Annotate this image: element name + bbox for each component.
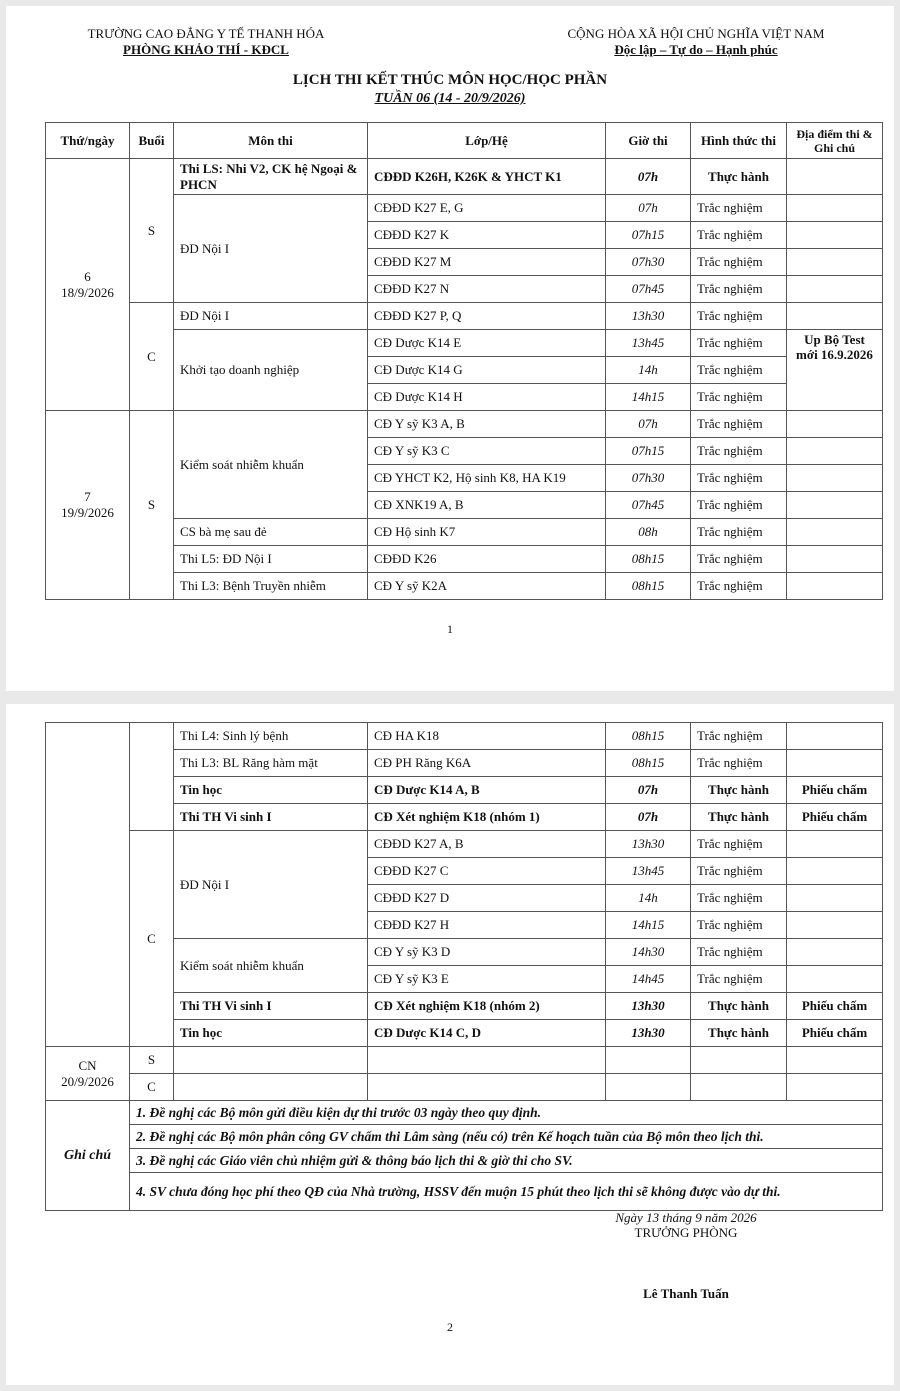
col-header-session: Buổi bbox=[130, 123, 174, 159]
time-cell: 07h bbox=[606, 195, 691, 222]
format-cell: Trắc nghiệm bbox=[691, 249, 787, 276]
notes-row bbox=[46, 1125, 883, 1149]
format-cell: Trắc nghiệm bbox=[691, 465, 787, 492]
format-cell: Thực hành bbox=[691, 804, 787, 831]
note-cell bbox=[787, 912, 883, 939]
note-cell bbox=[787, 411, 883, 438]
note-cell bbox=[787, 159, 883, 195]
empty-cell bbox=[368, 1047, 606, 1074]
format-cell: Thực hành bbox=[691, 777, 787, 804]
class-cell: CĐĐD K27 M bbox=[368, 249, 606, 276]
empty-cell bbox=[606, 1074, 691, 1101]
table-row bbox=[46, 831, 883, 858]
day-cell: 7 19/9/2026 bbox=[46, 411, 130, 600]
session-cell: S bbox=[130, 411, 174, 600]
col-header-day: Thứ/ngày bbox=[46, 123, 130, 159]
format-cell: Trắc nghiệm bbox=[691, 303, 787, 330]
class-cell: CĐ Dược K14 H bbox=[368, 384, 606, 411]
format-cell: Trắc nghiệm bbox=[691, 438, 787, 465]
subject-cell: Thi TH Vi sinh I bbox=[174, 993, 368, 1020]
class-cell: CĐĐD K27 N bbox=[368, 276, 606, 303]
school-header bbox=[66, 26, 346, 58]
session-cell: C bbox=[130, 831, 174, 1047]
empty-cell bbox=[606, 1047, 691, 1074]
empty-cell bbox=[787, 1047, 883, 1074]
time-cell: 14h bbox=[606, 357, 691, 384]
time-cell: 08h15 bbox=[606, 750, 691, 777]
subject-cell: Thi L3: Bệnh Truyền nhiễm bbox=[174, 573, 368, 600]
class-cell: CĐ HA K18 bbox=[368, 723, 606, 750]
note-cell: Phiếu chấm bbox=[787, 993, 883, 1020]
session-cell bbox=[130, 723, 174, 831]
time-cell: 07h15 bbox=[606, 222, 691, 249]
nation-header bbox=[526, 26, 866, 58]
time-cell: 07h bbox=[606, 159, 691, 195]
page-title: LỊCH THI KẾT THÚC MÔN HỌC/HỌC PHẦN bbox=[292, 72, 608, 88]
format-cell: Trắc nghiệm bbox=[691, 546, 787, 573]
signature-name: Lê Thanh Tuấn bbox=[643, 1286, 729, 1301]
schedule-table-1 bbox=[45, 122, 883, 600]
subject-cell: ĐD Nội I bbox=[174, 831, 368, 939]
time-cell: 07h15 bbox=[606, 438, 691, 465]
format-cell: Trắc nghiệm bbox=[691, 831, 787, 858]
format-cell: Trắc nghiệm bbox=[691, 573, 787, 600]
empty-cell bbox=[368, 1074, 606, 1101]
notes-row bbox=[46, 1101, 883, 1125]
class-cell: CĐĐD K27 K bbox=[368, 222, 606, 249]
time-cell: 13h45 bbox=[606, 858, 691, 885]
note-cell bbox=[787, 831, 883, 858]
class-cell: CĐ Y sỹ K2A bbox=[368, 573, 606, 600]
format-cell: Trắc nghiệm bbox=[691, 411, 787, 438]
class-cell: CĐ Dược K14 G bbox=[368, 357, 606, 384]
class-cell: CĐ Y sỹ K3 E bbox=[368, 966, 606, 993]
note-item: 2. Đề nghị các Bộ môn phân công GV chấm thi Lâm sàng (nếu có) trên Kế hoạch tuần của Bộ môn theo lịch thi. bbox=[130, 1125, 883, 1149]
subject-cell: Thi TH Vi sinh I bbox=[174, 804, 368, 831]
col-header-format: Hình thức thi bbox=[691, 123, 787, 159]
empty-cell bbox=[174, 1047, 368, 1074]
time-cell: 08h15 bbox=[606, 723, 691, 750]
format-cell: Trắc nghiệm bbox=[691, 966, 787, 993]
format-cell: Trắc nghiệm bbox=[691, 276, 787, 303]
time-cell: 13h30 bbox=[606, 1020, 691, 1047]
format-cell: Trắc nghiệm bbox=[691, 519, 787, 546]
nation-name: CỘNG HÒA XÃ HỘI CHỦ NGHĨA VIỆT NAM bbox=[567, 26, 825, 41]
class-cell: CĐ Xét nghiệm K18 (nhóm 2) bbox=[368, 993, 606, 1020]
format-cell: Trắc nghiệm bbox=[691, 330, 787, 357]
empty-cell bbox=[787, 1074, 883, 1101]
note-cell bbox=[787, 939, 883, 966]
session-cell: S bbox=[130, 159, 174, 303]
subject-cell: ĐD Nội I bbox=[174, 195, 368, 303]
class-cell: CĐĐD K26H, K26K & YHCT K1 bbox=[368, 159, 606, 195]
format-cell: Trắc nghiệm bbox=[691, 222, 787, 249]
signature-role: TRƯỞNG PHÒNG bbox=[634, 1225, 738, 1240]
subject-cell: Khởi tạo doanh nghiệp bbox=[174, 330, 368, 411]
table-row bbox=[46, 1074, 883, 1101]
note-cell bbox=[787, 966, 883, 993]
format-cell: Trắc nghiệm bbox=[691, 492, 787, 519]
session-cell: C bbox=[130, 1074, 174, 1101]
time-cell: 14h45 bbox=[606, 966, 691, 993]
subject-cell: CS bà mẹ sau đẻ bbox=[174, 519, 368, 546]
col-header-subject: Môn thi bbox=[174, 123, 368, 159]
format-cell: Thực hành bbox=[691, 993, 787, 1020]
time-cell: 14h15 bbox=[606, 384, 691, 411]
note-cell: Phiếu chấm bbox=[787, 804, 883, 831]
session-cell: S bbox=[130, 1047, 174, 1074]
subject-cell: Thi L5: ĐD Nội I bbox=[174, 546, 368, 573]
class-cell: CĐĐD K27 C bbox=[368, 858, 606, 885]
table-row bbox=[46, 159, 883, 195]
page-number: 1 bbox=[447, 622, 453, 636]
table-row bbox=[46, 723, 883, 750]
subject-cell: Thi L4: Sinh lý bệnh bbox=[174, 723, 368, 750]
time-cell: 07h45 bbox=[606, 276, 691, 303]
class-cell: CĐĐD K27 D bbox=[368, 885, 606, 912]
time-cell: 07h bbox=[606, 777, 691, 804]
table-row bbox=[46, 303, 883, 330]
note-cell bbox=[787, 249, 883, 276]
class-cell: CĐĐD K27 P, Q bbox=[368, 303, 606, 330]
note-cell bbox=[787, 750, 883, 777]
note-cell bbox=[787, 438, 883, 465]
notes-row bbox=[46, 1173, 883, 1211]
time-cell: 07h30 bbox=[606, 249, 691, 276]
col-header-class: Lớp/Hệ bbox=[368, 123, 606, 159]
time-cell: 07h bbox=[606, 411, 691, 438]
note-cell: Phiếu chấm bbox=[787, 777, 883, 804]
class-cell: CĐ Y sỹ K3 D bbox=[368, 939, 606, 966]
department-name: PHÒNG KHẢO THÍ - KĐCL bbox=[123, 42, 289, 57]
document-page-2 bbox=[6, 704, 894, 1385]
time-cell: 08h15 bbox=[606, 546, 691, 573]
note-cell bbox=[787, 885, 883, 912]
time-cell: 07h45 bbox=[606, 492, 691, 519]
class-cell: CĐ Dược K14 E bbox=[368, 330, 606, 357]
table-row bbox=[46, 411, 883, 438]
day-cell: CN 20/9/2026 bbox=[46, 1047, 130, 1101]
class-cell: CĐ PH Răng K6A bbox=[368, 750, 606, 777]
subject-cell: Kiểm soát nhiễm khuẩn bbox=[174, 939, 368, 993]
note-cell-upbo: Up Bộ Test mới 16.9.2026 bbox=[787, 330, 883, 411]
notes-row bbox=[46, 1149, 883, 1173]
class-cell: CĐ YHCT K2, Hộ sinh K8, HA K19 bbox=[368, 465, 606, 492]
day-cell bbox=[46, 723, 130, 1047]
class-cell: CĐ Y sỹ K3 A, B bbox=[368, 411, 606, 438]
col-header-time: Giờ thi bbox=[606, 123, 691, 159]
format-cell: Trắc nghiệm bbox=[691, 885, 787, 912]
format-cell: Trắc nghiệm bbox=[691, 858, 787, 885]
time-cell: 14h15 bbox=[606, 912, 691, 939]
note-cell bbox=[787, 276, 883, 303]
class-cell: CĐ Dược K14 C, D bbox=[368, 1020, 606, 1047]
subject-cell: Tin học bbox=[174, 1020, 368, 1047]
class-cell: CĐ Dược K14 A, B bbox=[368, 777, 606, 804]
subject-cell: Thi L3: BL Răng hàm mặt bbox=[174, 750, 368, 777]
time-cell: 14h30 bbox=[606, 939, 691, 966]
format-cell: Trắc nghiệm bbox=[691, 939, 787, 966]
note-cell bbox=[787, 546, 883, 573]
note-cell: Phiếu chấm bbox=[787, 1020, 883, 1047]
format-cell: Trắc nghiệm bbox=[691, 195, 787, 222]
school-name: TRƯỜNG CAO ĐẲNG Y TẾ THANH HÓA bbox=[87, 26, 325, 41]
subject-cell: ĐD Nội I bbox=[174, 303, 368, 330]
class-cell: CĐ Y sỹ K3 C bbox=[368, 438, 606, 465]
note-cell bbox=[787, 573, 883, 600]
note-cell bbox=[787, 723, 883, 750]
note-item: 1. Đề nghị các Bộ môn gửi điều kiện dự thi trước 03 ngày theo quy định. bbox=[130, 1101, 883, 1125]
table-row bbox=[46, 1047, 883, 1074]
note-item: 4. SV chưa đóng học phí theo QĐ của Nhà trường, HSSV đến muộn 15 phút theo lịch thi sẽ không được vào dự thi. bbox=[130, 1173, 883, 1211]
time-cell: 13h45 bbox=[606, 330, 691, 357]
time-cell: 08h bbox=[606, 519, 691, 546]
empty-cell bbox=[174, 1074, 368, 1101]
nation-motto: Độc lập – Tự do – Hạnh phúc bbox=[614, 42, 778, 57]
format-cell: Trắc nghiệm bbox=[691, 384, 787, 411]
format-cell: Trắc nghiệm bbox=[691, 357, 787, 384]
subject-cell: Kiểm soát nhiễm khuẩn bbox=[174, 411, 368, 519]
empty-cell bbox=[691, 1074, 787, 1101]
table-header-row bbox=[46, 123, 883, 159]
time-cell: 07h bbox=[606, 804, 691, 831]
time-cell: 13h30 bbox=[606, 993, 691, 1020]
note-cell bbox=[787, 222, 883, 249]
note-cell bbox=[787, 858, 883, 885]
notes-label: Ghi chú bbox=[46, 1101, 130, 1211]
document-page-1 bbox=[6, 6, 894, 691]
note-cell bbox=[787, 195, 883, 222]
empty-cell bbox=[691, 1047, 787, 1074]
format-cell: Thực hành bbox=[691, 1020, 787, 1047]
time-cell: 13h30 bbox=[606, 831, 691, 858]
format-cell: Thực hành bbox=[691, 159, 787, 195]
class-cell: CĐĐD K27 A, B bbox=[368, 831, 606, 858]
session-cell: C bbox=[130, 303, 174, 411]
signature-date: Ngày 13 tháng 9 năm 2026 bbox=[615, 1210, 757, 1225]
time-cell: 14h bbox=[606, 885, 691, 912]
format-cell: Trắc nghiệm bbox=[691, 750, 787, 777]
note-cell bbox=[787, 519, 883, 546]
format-cell: Trắc nghiệm bbox=[691, 723, 787, 750]
time-cell: 08h15 bbox=[606, 573, 691, 600]
note-cell bbox=[787, 492, 883, 519]
class-cell: CĐĐD K27 E, G bbox=[368, 195, 606, 222]
format-cell: Trắc nghiệm bbox=[691, 912, 787, 939]
class-cell: CĐ Hộ sinh K7 bbox=[368, 519, 606, 546]
note-item: 3. Đề nghị các Giáo viên chủ nhiệm gửi & thông báo lịch thi & giờ thi cho SV. bbox=[130, 1149, 883, 1173]
class-cell: CĐĐD K27 H bbox=[368, 912, 606, 939]
subject-cell: Thi LS: Nhi V2, CK hệ Ngoại & PHCN bbox=[174, 159, 368, 195]
class-cell: CĐ Xét nghiệm K18 (nhóm 1) bbox=[368, 804, 606, 831]
page-number: 2 bbox=[447, 1320, 453, 1334]
subject-cell: Tin học bbox=[174, 777, 368, 804]
schedule-table-2 bbox=[45, 722, 883, 1211]
time-cell: 07h30 bbox=[606, 465, 691, 492]
week-subtitle: TUẦN 06 (14 - 20/9/2026) bbox=[374, 91, 526, 106]
day-cell: 6 18/9/2026 bbox=[46, 159, 130, 411]
col-header-notes: Địa điểm thi & Ghi chú bbox=[787, 123, 883, 159]
class-cell: CĐ XNK19 A, B bbox=[368, 492, 606, 519]
note-cell bbox=[787, 465, 883, 492]
class-cell: CĐĐD K26 bbox=[368, 546, 606, 573]
note-cell bbox=[787, 303, 883, 330]
time-cell: 13h30 bbox=[606, 303, 691, 330]
